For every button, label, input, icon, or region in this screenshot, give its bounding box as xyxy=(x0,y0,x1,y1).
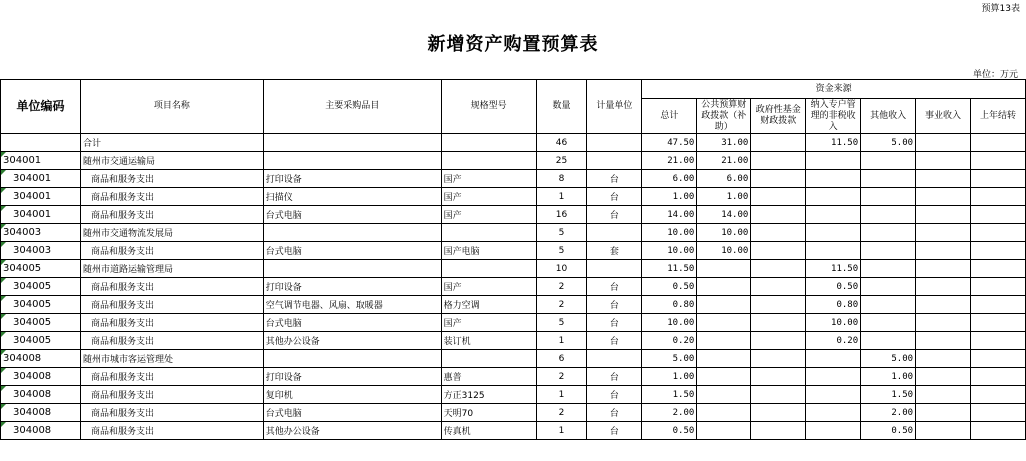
cell-spec: 国产 xyxy=(441,188,536,206)
cell-gov-fund xyxy=(751,224,806,242)
table-row xyxy=(1,134,1026,152)
cell-measure-unit: 台 xyxy=(587,314,642,332)
cell-spec: 惠普 xyxy=(441,368,536,386)
cell-public-budget: 1.00 xyxy=(697,188,751,206)
cell-spec: 方正3125 xyxy=(441,386,536,404)
cell-carryover xyxy=(970,188,1025,206)
cell-other-income: 5.00 xyxy=(861,134,916,152)
cell-unit-code: 304008 xyxy=(1,350,81,368)
cell-item xyxy=(263,152,441,170)
cell-public-budget: 6.00 xyxy=(697,170,751,188)
cell-special-account: 0.50 xyxy=(806,278,861,296)
cell-other-income xyxy=(861,206,916,224)
cell-public-budget xyxy=(697,332,751,350)
cell-item: 空气调节电器、风扇、取暖器 xyxy=(263,296,441,314)
cell-public-budget: 14.00 xyxy=(697,206,751,224)
cell-quantity: 2 xyxy=(536,368,587,386)
cell-business-income xyxy=(916,278,971,296)
header-special-account: 纳入专户管理的非税收入 xyxy=(806,99,861,134)
cell-total: 14.00 xyxy=(642,206,697,224)
cell-other-income: 5.00 xyxy=(861,350,916,368)
table-row xyxy=(1,296,1026,314)
cell-total: 1.50 xyxy=(642,386,697,404)
table-row xyxy=(1,242,1026,260)
cell-project-name: 商品和服务支出 xyxy=(80,332,263,350)
page-title: 新增资产购置预算表 xyxy=(427,34,599,55)
table-row xyxy=(1,152,1026,170)
cell-spec xyxy=(441,350,536,368)
cell-gov-fund xyxy=(751,404,806,422)
header-project-name: 项目名称 xyxy=(80,80,263,134)
cell-public-budget xyxy=(697,260,751,278)
cell-other-income xyxy=(861,224,916,242)
cell-special-account xyxy=(806,386,861,404)
cell-unit-code: 304008 xyxy=(1,386,81,404)
table-row xyxy=(1,314,1026,332)
cell-unit-code: 304003 xyxy=(1,224,81,242)
cell-business-income xyxy=(916,170,971,188)
cell-special-account: 11.50 xyxy=(806,260,861,278)
cell-gov-fund xyxy=(751,296,806,314)
cell-project-name: 商品和服务支出 xyxy=(80,296,263,314)
table-row xyxy=(1,332,1026,350)
cell-gov-fund xyxy=(751,368,806,386)
cell-carryover xyxy=(970,368,1025,386)
cell-spec: 国产 xyxy=(441,206,536,224)
cell-other-income xyxy=(861,278,916,296)
cell-other-income xyxy=(861,188,916,206)
cell-business-income xyxy=(916,314,971,332)
cell-unit-code: 304005 xyxy=(1,278,81,296)
cell-project-name: 商品和服务支出 xyxy=(80,404,263,422)
cell-project-name: 随州市交通物流发展局 xyxy=(80,224,263,242)
cell-special-account xyxy=(806,368,861,386)
cell-special-account xyxy=(806,350,861,368)
cell-project-name: 合计 xyxy=(80,134,263,152)
cell-item: 台式电脑 xyxy=(263,314,441,332)
cell-gov-fund xyxy=(751,278,806,296)
cell-total: 1.00 xyxy=(642,188,697,206)
cell-public-budget xyxy=(697,368,751,386)
cell-carryover xyxy=(970,260,1025,278)
cell-measure-unit xyxy=(587,260,642,278)
cell-measure-unit: 台 xyxy=(587,188,642,206)
cell-project-name: 商品和服务支出 xyxy=(80,314,263,332)
cell-special-account xyxy=(806,422,861,440)
cell-spec: 国产电脑 xyxy=(441,242,536,260)
cell-item: 复印机 xyxy=(263,386,441,404)
table-row xyxy=(1,350,1026,368)
header-carryover: 上年结转 xyxy=(970,99,1025,134)
cell-item xyxy=(263,134,441,152)
header-fund-source: 资金来源 xyxy=(642,80,1026,99)
cell-total: 11.50 xyxy=(642,260,697,278)
cell-unit-code: 304001 xyxy=(1,152,81,170)
cell-other-income: 0.50 xyxy=(861,422,916,440)
header-business-income: 事业收入 xyxy=(916,99,971,134)
cell-spec xyxy=(441,260,536,278)
cell-quantity: 5 xyxy=(536,242,587,260)
cell-unit-code xyxy=(1,134,81,152)
cell-business-income xyxy=(916,134,971,152)
cell-carryover xyxy=(970,314,1025,332)
cell-other-income: 1.00 xyxy=(861,368,916,386)
cell-gov-fund xyxy=(751,260,806,278)
table-row xyxy=(1,368,1026,386)
cell-total: 10.00 xyxy=(642,242,697,260)
header-item: 主要采购品目 xyxy=(263,80,441,134)
cell-measure-unit: 套 xyxy=(587,242,642,260)
cell-carryover xyxy=(970,350,1025,368)
cell-carryover xyxy=(970,134,1025,152)
cell-item xyxy=(263,350,441,368)
cell-spec xyxy=(441,224,536,242)
cell-business-income xyxy=(916,350,971,368)
cell-total: 0.50 xyxy=(642,422,697,440)
header-total: 总计 xyxy=(642,99,697,134)
cell-public-budget xyxy=(697,296,751,314)
cell-measure-unit: 台 xyxy=(587,332,642,350)
cell-other-income: 2.00 xyxy=(861,404,916,422)
cell-quantity: 6 xyxy=(536,350,587,368)
cell-measure-unit xyxy=(587,350,642,368)
cell-carryover xyxy=(970,386,1025,404)
cell-carryover xyxy=(970,152,1025,170)
cell-other-income: 1.50 xyxy=(861,386,916,404)
cell-other-income xyxy=(861,314,916,332)
cell-project-name: 商品和服务支出 xyxy=(80,188,263,206)
cell-spec: 传真机 xyxy=(441,422,536,440)
cell-measure-unit: 台 xyxy=(587,368,642,386)
cell-carryover xyxy=(970,224,1025,242)
header-gov-fund: 政府性基金财政拨款 xyxy=(751,99,806,134)
cell-quantity: 5 xyxy=(536,314,587,332)
header-other-income: 其他收入 xyxy=(861,99,916,134)
cell-total: 47.50 xyxy=(642,134,697,152)
cell-item: 打印设备 xyxy=(263,170,441,188)
cell-gov-fund xyxy=(751,242,806,260)
table-row xyxy=(1,170,1026,188)
cell-carryover xyxy=(970,206,1025,224)
cell-measure-unit xyxy=(587,134,642,152)
cell-carryover xyxy=(970,422,1025,440)
cell-measure-unit: 台 xyxy=(587,422,642,440)
cell-item: 其他办公设备 xyxy=(263,332,441,350)
cell-project-name: 随州市城市客运管理处 xyxy=(80,350,263,368)
cell-total: 0.20 xyxy=(642,332,697,350)
header-unit-code: 单位编码 xyxy=(1,80,81,134)
cell-quantity: 2 xyxy=(536,404,587,422)
cell-total: 10.00 xyxy=(642,224,697,242)
cell-business-income xyxy=(916,332,971,350)
cell-public-budget: 31.00 xyxy=(697,134,751,152)
cell-project-name: 随州市道路运输管理局 xyxy=(80,260,263,278)
cell-project-name: 随州市交通运输局 xyxy=(80,152,263,170)
cell-item: 扫描仪 xyxy=(263,188,441,206)
cell-item xyxy=(263,224,441,242)
cell-spec xyxy=(441,152,536,170)
cell-unit-code: 304001 xyxy=(1,188,81,206)
cell-quantity: 5 xyxy=(536,224,587,242)
cell-gov-fund xyxy=(751,332,806,350)
cell-unit-code: 304005 xyxy=(1,314,81,332)
cell-public-budget: 10.00 xyxy=(697,224,751,242)
cell-spec: 格力空调 xyxy=(441,296,536,314)
unit-label: 单位：万元 xyxy=(972,70,1018,80)
cell-special-account xyxy=(806,242,861,260)
cell-quantity: 1 xyxy=(536,188,587,206)
cell-spec: 国产 xyxy=(441,314,536,332)
cell-business-income xyxy=(916,422,971,440)
cell-carryover xyxy=(970,296,1025,314)
cell-carryover xyxy=(970,170,1025,188)
cell-unit-code: 304005 xyxy=(1,296,81,314)
cell-item: 其他办公设备 xyxy=(263,422,441,440)
cell-other-income xyxy=(861,296,916,314)
cell-project-name: 商品和服务支出 xyxy=(80,242,263,260)
cell-spec xyxy=(441,134,536,152)
cell-public-budget: 10.00 xyxy=(697,242,751,260)
table-row xyxy=(1,422,1026,440)
cell-gov-fund xyxy=(751,206,806,224)
cell-total: 6.00 xyxy=(642,170,697,188)
cell-total: 0.50 xyxy=(642,278,697,296)
cell-special-account xyxy=(806,152,861,170)
cell-spec: 装订机 xyxy=(441,332,536,350)
cell-measure-unit: 台 xyxy=(587,386,642,404)
cell-special-account: 11.50 xyxy=(806,134,861,152)
cell-unit-code: 304005 xyxy=(1,260,81,278)
cell-item xyxy=(263,260,441,278)
cell-carryover xyxy=(970,404,1025,422)
cell-special-account: 10.00 xyxy=(806,314,861,332)
cell-gov-fund xyxy=(751,422,806,440)
cell-gov-fund xyxy=(751,314,806,332)
table-row xyxy=(1,206,1026,224)
cell-quantity: 2 xyxy=(536,296,587,314)
cell-quantity: 2 xyxy=(536,278,587,296)
cell-project-name: 商品和服务支出 xyxy=(80,278,263,296)
cell-special-account xyxy=(806,188,861,206)
cell-business-income xyxy=(916,242,971,260)
cell-gov-fund xyxy=(751,188,806,206)
cell-project-name: 商品和服务支出 xyxy=(80,170,263,188)
cell-unit-code: 304008 xyxy=(1,404,81,422)
cell-gov-fund xyxy=(751,386,806,404)
cell-business-income xyxy=(916,224,971,242)
cell-business-income xyxy=(916,296,971,314)
cell-total: 21.00 xyxy=(642,152,697,170)
header-quantity: 数量 xyxy=(536,80,587,134)
cell-public-budget xyxy=(697,350,751,368)
cell-special-account xyxy=(806,170,861,188)
cell-total: 5.00 xyxy=(642,350,697,368)
cell-quantity: 16 xyxy=(536,206,587,224)
cell-business-income xyxy=(916,404,971,422)
cell-spec: 天明70 xyxy=(441,404,536,422)
cell-other-income xyxy=(861,242,916,260)
cell-measure-unit: 台 xyxy=(587,404,642,422)
cell-quantity: 1 xyxy=(536,422,587,440)
cell-business-income xyxy=(916,368,971,386)
cell-special-account xyxy=(806,224,861,242)
cell-item: 台式电脑 xyxy=(263,206,441,224)
cell-quantity: 46 xyxy=(536,134,587,152)
table-row xyxy=(1,404,1026,422)
cell-public-budget: 21.00 xyxy=(697,152,751,170)
cell-special-account: 0.20 xyxy=(806,332,861,350)
cell-carryover xyxy=(970,332,1025,350)
cell-project-name: 商品和服务支出 xyxy=(80,368,263,386)
header-public-budget: 公共预算财政拨款（补助） xyxy=(697,99,751,134)
cell-gov-fund xyxy=(751,134,806,152)
cell-other-income xyxy=(861,170,916,188)
cell-carryover xyxy=(970,242,1025,260)
table-row xyxy=(1,278,1026,296)
cell-unit-code: 304005 xyxy=(1,332,81,350)
cell-unit-code: 304001 xyxy=(1,206,81,224)
cell-quantity: 8 xyxy=(536,170,587,188)
cell-gov-fund xyxy=(751,170,806,188)
cell-measure-unit: 台 xyxy=(587,170,642,188)
cell-item: 台式电脑 xyxy=(263,242,441,260)
cell-total: 1.00 xyxy=(642,368,697,386)
header-spec: 规格型号 xyxy=(441,80,536,134)
cell-measure-unit xyxy=(587,152,642,170)
cell-unit-code: 304003 xyxy=(1,242,81,260)
cell-project-name: 商品和服务支出 xyxy=(80,206,263,224)
header-measure-unit: 计量单位 xyxy=(587,80,642,134)
budget-table xyxy=(0,79,1026,440)
cell-carryover xyxy=(970,278,1025,296)
cell-gov-fund xyxy=(751,350,806,368)
cell-special-account xyxy=(806,404,861,422)
cell-project-name: 商品和服务支出 xyxy=(80,386,263,404)
cell-unit-code: 304008 xyxy=(1,422,81,440)
table-row xyxy=(1,386,1026,404)
cell-project-name: 商品和服务支出 xyxy=(80,422,263,440)
cell-item: 打印设备 xyxy=(263,278,441,296)
cell-business-income xyxy=(916,152,971,170)
cell-quantity: 1 xyxy=(536,386,587,404)
cell-special-account xyxy=(806,206,861,224)
cell-total: 2.00 xyxy=(642,404,697,422)
cell-public-budget xyxy=(697,404,751,422)
cell-total: 10.00 xyxy=(642,314,697,332)
cell-public-budget xyxy=(697,278,751,296)
cell-public-budget xyxy=(697,386,751,404)
cell-unit-code: 304008 xyxy=(1,368,81,386)
cell-public-budget xyxy=(697,314,751,332)
cell-other-income xyxy=(861,260,916,278)
cell-total: 0.80 xyxy=(642,296,697,314)
cell-item: 台式电脑 xyxy=(263,404,441,422)
cell-special-account: 0.80 xyxy=(806,296,861,314)
cell-other-income xyxy=(861,152,916,170)
cell-measure-unit: 台 xyxy=(587,278,642,296)
cell-quantity: 25 xyxy=(536,152,587,170)
cell-business-income xyxy=(916,386,971,404)
cell-spec: 国产 xyxy=(441,170,536,188)
cell-business-income xyxy=(916,188,971,206)
cell-public-budget xyxy=(697,422,751,440)
cell-unit-code: 304001 xyxy=(1,170,81,188)
table-row xyxy=(1,224,1026,242)
cell-gov-fund xyxy=(751,152,806,170)
cell-measure-unit xyxy=(587,224,642,242)
cell-other-income xyxy=(861,332,916,350)
cell-business-income xyxy=(916,260,971,278)
cell-quantity: 1 xyxy=(536,332,587,350)
form-code-label: 预算13表 xyxy=(981,4,1020,14)
table-row xyxy=(1,260,1026,278)
cell-measure-unit: 台 xyxy=(587,206,642,224)
cell-quantity: 10 xyxy=(536,260,587,278)
cell-item: 打印设备 xyxy=(263,368,441,386)
cell-business-income xyxy=(916,206,971,224)
table-row xyxy=(1,188,1026,206)
cell-measure-unit: 台 xyxy=(587,296,642,314)
cell-spec: 国产 xyxy=(441,278,536,296)
